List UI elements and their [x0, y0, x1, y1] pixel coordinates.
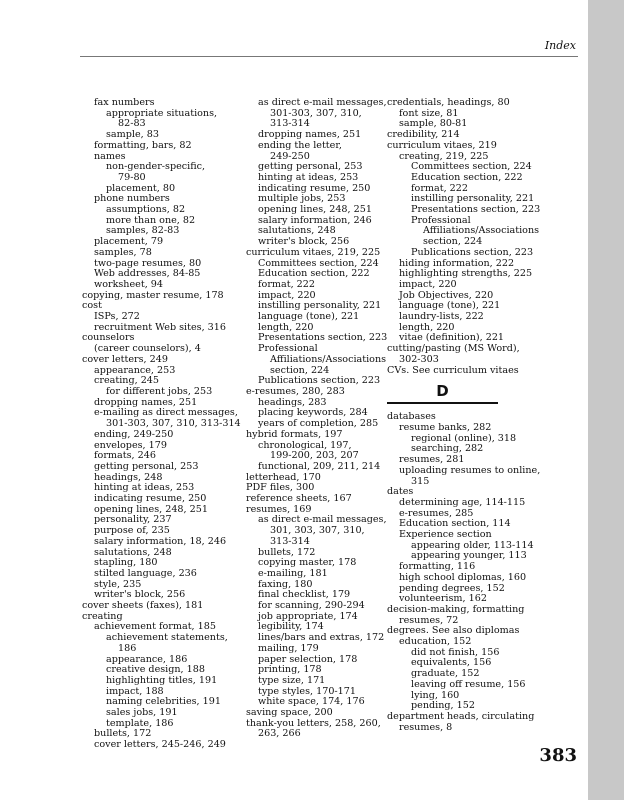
- index-entry: salary information, 246: [258, 214, 372, 226]
- index-entry: multiple jobs, 253: [258, 193, 346, 205]
- index-entry: font size, 81: [399, 107, 459, 119]
- index-column-1: [82, 98, 241, 751]
- index-entry: hybrid formats, 197: [246, 428, 343, 440]
- page-edge-tab: [588, 0, 624, 800]
- index-entry: more than one, 82: [106, 214, 196, 226]
- index-entry: copying master, 178: [258, 557, 357, 569]
- index-entry: 301, 303, 307, 310,: [270, 525, 365, 537]
- index-entry: personality, 237: [94, 514, 172, 526]
- index-entry: as direct e-mail messages,: [258, 97, 387, 108]
- index-entry: (career counselors), 4: [94, 343, 201, 355]
- index-entry: bullets, 172: [258, 546, 316, 558]
- index-entry: naming celebrities, 191: [106, 696, 221, 708]
- index-entry: sample, 83: [106, 129, 159, 141]
- index-entry: language (tone), 221: [258, 311, 360, 323]
- index-entry: creative design, 188: [106, 664, 205, 676]
- index-entry: equivalents, 156: [411, 657, 492, 669]
- index-entry: formatting, bars, 82: [94, 139, 192, 151]
- index-entry: non-gender-specific,: [106, 161, 206, 173]
- index-entry: impact, 188: [106, 685, 164, 697]
- index-entry: thank-you letters, 258, 260,: [246, 717, 381, 729]
- index-entry: type size, 171: [258, 674, 326, 686]
- index-entry: bullets, 172: [94, 728, 152, 740]
- index-entry: volunteerism, 162: [399, 593, 487, 605]
- index-entry: appearance, 253: [94, 364, 176, 376]
- index-entry: leaving off resume, 156: [411, 678, 526, 690]
- index-entry: format, 222: [411, 182, 468, 194]
- index-entry: indicating resume, 250: [94, 493, 207, 505]
- index-entry: determining age, 114-115: [399, 496, 526, 508]
- index-entry: cover letters, 245-246, 249: [94, 739, 226, 751]
- index-entry: salary information, 18, 246: [94, 535, 227, 547]
- index-entry: 302-303: [399, 353, 439, 365]
- index-entry: did not finish, 156: [411, 646, 500, 658]
- index-entry: uploading resumes to online,: [399, 464, 541, 476]
- column-3-entries-bottom: [387, 412, 540, 733]
- index-entry: hinting at ideas, 253: [258, 171, 359, 183]
- index-entry: salutations, 248: [94, 546, 172, 558]
- index-entry: achievement statements,: [106, 632, 228, 644]
- index-entry: 79-80: [118, 171, 146, 183]
- index-entry: dates: [387, 486, 414, 498]
- index-entry: Committees section, 224: [258, 257, 379, 269]
- index-entry: curriculum vitaes, 219, 225: [246, 246, 381, 258]
- index-entry: vitae (definition), 221: [399, 332, 505, 344]
- index-entry: highlighting strengths, 225: [399, 268, 533, 280]
- index-entry: functional, 209, 211, 214: [258, 460, 381, 472]
- index-entry: high school diplomas, 160: [399, 571, 527, 583]
- index-entry: envelopes, 179: [94, 439, 167, 451]
- index-entry: for different jobs, 253: [106, 385, 213, 397]
- index-entry: samples, 82-83: [106, 225, 180, 237]
- index-entry: sales jobs, 191: [106, 707, 178, 719]
- index-entry: paper selection, 178: [258, 653, 358, 665]
- index-entry: assumptions, 82: [106, 204, 186, 216]
- index-entry: cutting/pasting (MS Word),: [387, 343, 520, 355]
- index-entry: two-page resumes, 80: [94, 257, 202, 269]
- index-entry: hinting at ideas, 253: [94, 482, 195, 494]
- index-entry: 249-250: [270, 150, 310, 162]
- index-entry: style, 235: [94, 578, 142, 590]
- index-entry: Presentations section, 223: [411, 204, 541, 216]
- index-entry: 301-303, 307, 310, 313-314: [106, 418, 241, 430]
- index-entry: sample, 80-81: [399, 118, 468, 130]
- index-entry: 186: [118, 642, 137, 654]
- index-entry: dropping names, 251: [258, 129, 362, 141]
- index-entry: getting personal, 253: [94, 460, 199, 472]
- index-entry: cost: [82, 300, 102, 312]
- index-entry: 199-200, 203, 207: [270, 450, 359, 462]
- index-entry: opening lines, 248, 251: [258, 204, 372, 216]
- index-entry: faxing, 180: [258, 578, 313, 590]
- index-entry: graduate, 152: [411, 668, 480, 680]
- index-entry: type styles, 170-171: [258, 685, 356, 697]
- index-entry: CVs. See curriculum vitaes: [387, 364, 519, 376]
- index-entry: Web addresses, 84-85: [94, 268, 201, 280]
- index-entry: placement, 80: [106, 182, 176, 194]
- index-entry: regional (online), 318: [411, 432, 517, 444]
- index-entry: printing, 178: [258, 664, 322, 676]
- index-entry: decision-making, formatting: [387, 603, 525, 615]
- index-entry: Experience section: [399, 529, 492, 541]
- index-entry: ending the letter,: [258, 139, 342, 151]
- index-entry: language (tone), 221: [399, 300, 501, 312]
- index-entry: Professional: [258, 343, 318, 355]
- index-entry: years of completion, 285: [258, 418, 379, 430]
- index-entry: resumes, 169: [246, 503, 312, 515]
- index-entry: phone numbers: [94, 193, 170, 205]
- index-entry: 82-83: [118, 118, 146, 130]
- index-entry: PDF files, 300: [246, 482, 315, 494]
- index-entry: placement, 79: [94, 236, 164, 248]
- index-entry: copying, master resume, 178: [82, 289, 224, 301]
- index-entry: section, 224: [270, 364, 330, 376]
- index-entry: Education section, 222: [411, 171, 523, 183]
- index-entry: getting personal, 253: [258, 161, 363, 173]
- index-entry: headings, 283: [258, 396, 327, 408]
- index-entry: legibility, 174: [258, 621, 324, 633]
- index-entry: Education section, 222: [258, 268, 370, 280]
- index-entry: education, 152: [399, 636, 472, 648]
- index-entry: 263, 266: [258, 728, 301, 740]
- index-entry: pending, 152: [411, 700, 475, 712]
- index-entry: format, 222: [258, 278, 315, 290]
- index-entry: section, 224: [423, 236, 483, 248]
- index-entry: credibility, 214: [387, 129, 460, 141]
- index-entry: Professional: [411, 214, 471, 226]
- index-entry: ISPs, 272: [94, 311, 140, 323]
- index-entry: highlighting titles, 191: [106, 674, 218, 686]
- index-entry: mailing, 179: [258, 642, 319, 654]
- index-entry: laundry-lists, 222: [399, 311, 484, 323]
- index-entry: curriculum vitaes, 219: [387, 139, 497, 151]
- index-entry: Job Objectives, 220: [399, 289, 494, 301]
- index-entry: searching, 282: [411, 443, 484, 455]
- index-entry: Education section, 114: [399, 518, 511, 530]
- index-entry: samples, 78: [94, 246, 152, 258]
- index-entry: template, 186: [106, 717, 174, 729]
- index-entry: 315: [411, 475, 430, 487]
- index-entry: instilling personality, 221: [411, 193, 535, 205]
- index-entry: saving space, 200: [246, 707, 333, 719]
- index-entry: cover sheets (faxes), 181: [82, 600, 204, 612]
- index-entry: impact, 220: [258, 289, 316, 301]
- index-entry: achievement format, 185: [94, 621, 216, 633]
- index-entry: 313-314: [270, 118, 310, 130]
- index-entry: appearance, 186: [106, 653, 188, 665]
- index-entry: fax numbers: [94, 97, 155, 108]
- page-number: 383: [539, 745, 577, 766]
- index-entry: worksheet, 94: [94, 278, 164, 290]
- index-entry: salutations, 248: [258, 225, 336, 237]
- index-entry: as direct e-mail messages,: [258, 514, 387, 526]
- index-entry: stapling, 180: [94, 557, 158, 569]
- index-entry: stilted language, 236: [94, 567, 197, 579]
- index-entry: final checklist, 179: [258, 589, 351, 601]
- index-entry: pending degrees, 152: [399, 582, 505, 594]
- index-entry: resumes, 8: [399, 721, 453, 733]
- index-entry: dropping names, 251: [94, 396, 198, 408]
- index-entry: resume banks, 282: [399, 421, 492, 433]
- index-entry: opening lines, 248, 251: [94, 503, 208, 515]
- column-3-entries-top: [387, 98, 540, 376]
- section-letter: D: [436, 382, 449, 401]
- index-entry: purpose of, 235: [94, 525, 170, 537]
- index-entry: Publications section, 223: [411, 246, 534, 258]
- index-entry: 313-314: [270, 535, 310, 547]
- index-entry: e-resumes, 280, 283: [246, 385, 345, 397]
- index-entry: Affiliations/Associations: [270, 353, 387, 365]
- index-entry: letterhead, 170: [246, 471, 321, 483]
- index-entry: placing keywords, 284: [258, 407, 368, 419]
- index-entry: e-resumes, 285: [399, 507, 474, 519]
- index-entry: e-mailing, 181: [258, 567, 328, 579]
- index-entry: writer's block, 256: [258, 236, 350, 248]
- index-entry: headings, 248: [94, 471, 163, 483]
- index-column-3: [387, 98, 540, 733]
- index-entry: creating, 245: [94, 375, 160, 387]
- index-entry: resumes, 72: [399, 614, 459, 626]
- index-entry: appearing younger, 113: [411, 550, 527, 562]
- index-entry: white space, 174, 176: [258, 696, 365, 708]
- index-entry: reference sheets, 167: [246, 493, 352, 505]
- index-entry: Presentations section, 223: [258, 332, 388, 344]
- running-head: Index: [544, 39, 576, 52]
- index-entry: 301-303, 307, 310,: [270, 107, 362, 119]
- index-entry: job appropriate, 174: [258, 610, 358, 622]
- index-entry: writer's block, 256: [94, 589, 186, 601]
- index-entry: instilling personality, 221: [258, 300, 382, 312]
- index-entry: department heads, circulating: [387, 710, 535, 722]
- index-entry: Publications section, 223: [258, 375, 381, 387]
- index-entry: resumes, 281: [399, 454, 465, 466]
- index-entry: lying, 160: [411, 689, 460, 701]
- index-entry: appearing older, 113-114: [411, 539, 534, 551]
- index-entry: formatting, 116: [399, 561, 476, 573]
- index-entry: appropriate situations,: [106, 107, 218, 119]
- index-entry: Affiliations/Associations: [423, 225, 540, 237]
- index-entry: credentials, headings, 80: [387, 97, 510, 108]
- index-entry: length, 220: [399, 321, 455, 333]
- index-entry: ending, 249-250: [94, 428, 174, 440]
- index-entry: formats, 246: [94, 450, 156, 462]
- header-rule: [80, 56, 578, 57]
- index-entry: creating, 219, 225: [399, 150, 489, 162]
- index-column-2: [246, 98, 387, 740]
- index-entry: counselors: [82, 332, 135, 344]
- index-entry: names: [94, 150, 126, 162]
- index-entry: impact, 220: [399, 278, 457, 290]
- index-entry: for scanning, 290-294: [258, 600, 365, 612]
- index-entry: hiding information, 222: [399, 257, 515, 269]
- section-letter-rule: [387, 402, 498, 404]
- index-entry: lines/bars and extras, 172: [258, 632, 385, 644]
- index-entry: chronological, 197,: [258, 439, 352, 451]
- index-entry: e-mailing as direct messages,: [94, 407, 238, 419]
- index-entry: cover letters, 249: [82, 353, 168, 365]
- index-entry: databases: [387, 411, 436, 423]
- index-entry: length, 220: [258, 321, 314, 333]
- index-entry: Committees section, 224: [411, 161, 532, 173]
- index-entry: indicating resume, 250: [258, 182, 371, 194]
- index-entry: degrees. See also diplomas: [387, 625, 520, 637]
- index-entry: creating: [82, 610, 123, 622]
- index-entry: recruitment Web sites, 316: [94, 321, 226, 333]
